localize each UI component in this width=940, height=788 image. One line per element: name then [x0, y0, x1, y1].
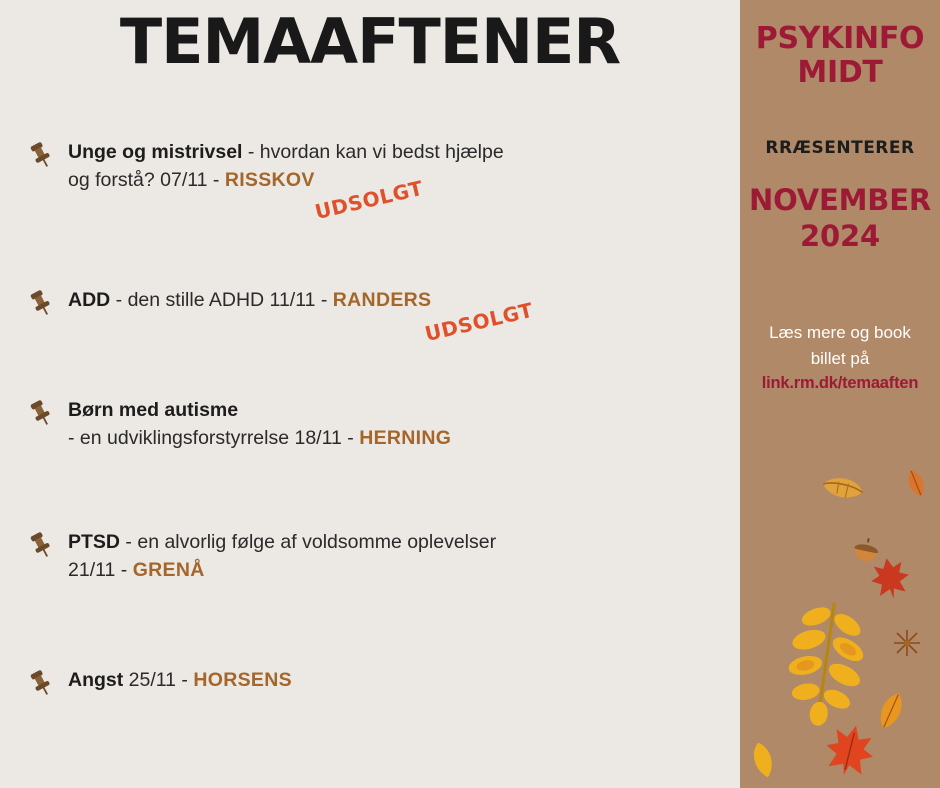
list-item — [0, 138, 808, 230]
event-detail-2: og forstå? 07/11 - — [68, 169, 225, 192]
list-item — [0, 528, 808, 620]
presents-label: RRÆSENTERER — [765, 138, 915, 158]
pushpin-icon — [26, 140, 56, 170]
leaf-icon — [746, 740, 780, 780]
booking-line-1: Læs mere og book — [769, 323, 911, 342]
event-text — [68, 286, 808, 314]
pushpin-icon — [26, 668, 56, 698]
event-text — [68, 528, 808, 585]
brand-title — [740, 22, 940, 89]
pushpin-icon — [26, 398, 56, 428]
pushpin-icon — [26, 530, 56, 560]
maple-leaf-icon — [824, 722, 876, 778]
leaf-icon — [818, 470, 866, 512]
list-item — [0, 666, 808, 758]
event-detail: - en alvorlig følge af voldsomme oplevelser — [120, 531, 497, 553]
acorn-icon — [848, 538, 882, 574]
brand-line-1: PSYKINFO — [755, 21, 925, 56]
event-detail: 25/11 - — [123, 669, 194, 691]
star-leaf-icon — [892, 628, 922, 658]
event-city: GRENÅ — [132, 559, 205, 582]
status-badge: UDSOLGT — [422, 297, 536, 346]
event-text — [68, 138, 808, 195]
event-city: HORSENS — [193, 669, 292, 691]
leaf-icon — [903, 468, 929, 498]
booking-line-2: billet på — [810, 348, 870, 368]
event-title: Børn med autisme — [68, 399, 239, 421]
brand-line-2: MIDT — [797, 54, 883, 90]
month-label: NOVEMBER — [749, 183, 931, 217]
year-label: 2024 — [800, 219, 880, 254]
event-detail: - den stille ADHD 11/11 - — [110, 289, 333, 311]
sidebar — [740, 0, 940, 788]
maple-leaf-icon — [870, 556, 910, 600]
sidebar-inner — [740, 0, 940, 788]
leaf-icon — [872, 690, 910, 732]
event-detail-2: 21/11 - — [68, 559, 133, 582]
booking-info — [740, 320, 940, 396]
event-city: RANDERS — [332, 289, 432, 311]
event-title: PTSD — [68, 531, 121, 553]
event-title: Unge og mistrivsel — [68, 141, 243, 163]
event-detail: - hvordan kan vi bedst hjælpe — [242, 141, 504, 163]
list-item — [0, 286, 808, 378]
rowan-leaf-icon — [776, 596, 872, 728]
event-text — [68, 666, 808, 694]
page-title: TEMAAFTENER — [119, 5, 621, 78]
event-city: HERNING — [359, 427, 452, 450]
event-text — [68, 396, 808, 453]
date-block — [740, 182, 940, 255]
list-item — [0, 396, 808, 488]
event-title: Angst — [68, 669, 124, 691]
event-title: ADD — [68, 289, 111, 311]
status-badge: UDSOLGT — [312, 175, 426, 224]
event-city: RISSKOV — [224, 169, 315, 192]
event-detail-2: - en udviklingsforstyrrelse 18/11 - — [68, 427, 360, 450]
pushpin-icon — [26, 288, 56, 318]
booking-link[interactable]: link.rm.dk/temaaften — [761, 374, 919, 392]
